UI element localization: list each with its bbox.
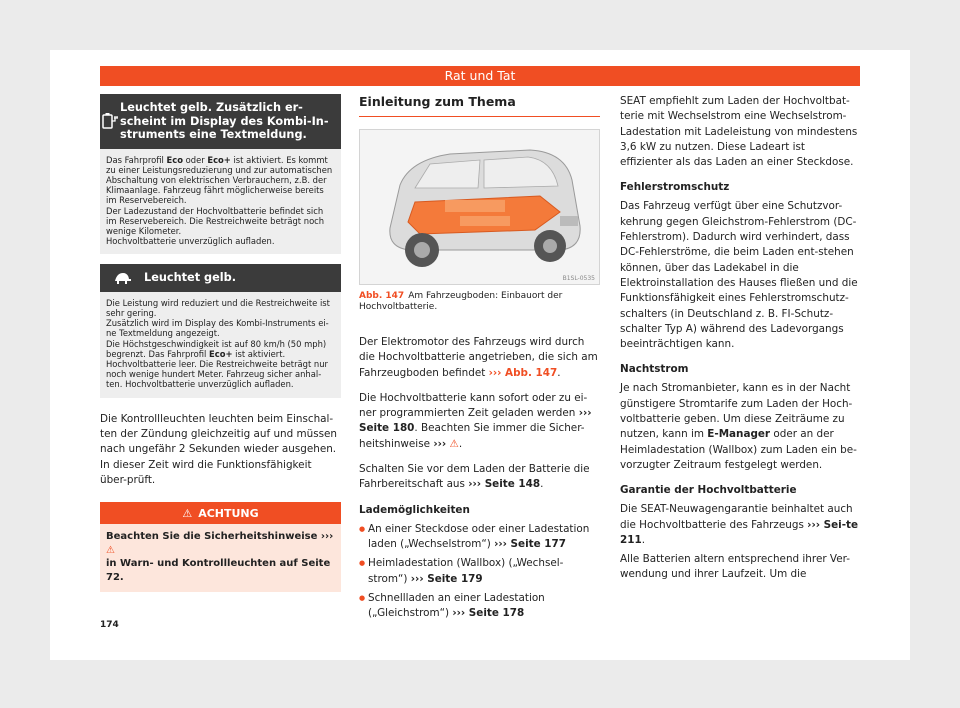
indicator-title: Leuchtet gelb.	[144, 271, 237, 285]
turtle-icon	[100, 271, 144, 285]
section-title: Einleitung zum Thema	[359, 94, 600, 117]
page-link[interactable]: ››› Sei-te 211	[620, 518, 859, 546]
battery-plug-icon	[100, 112, 120, 130]
right-column	[620, 94, 860, 583]
warning-triangle-icon: ⚠	[106, 544, 115, 556]
list-item: ● An einer Steckdose oder einer Ladestation laden („Wechselstrom“) ››› Seite 177	[359, 522, 600, 553]
list-item: ● Schnellladen an einer Ladestation („Gleichstrom“) ››› Seite 178	[359, 591, 600, 622]
body-paragraph: Schalten Sie vor dem Laden der Batterie die Fahrbereitschaft aus ››› Seite 148.	[359, 463, 590, 491]
charging-options-list	[359, 522, 600, 622]
indicator-text: Das Fahrprofil Eco oder Eco+ ist aktiviert. Es kommt zu einer Leistungsreduzierung und zur automatischen Abschaltung von elektrischen Verbrauchern, z.B. der Klimaanlage. Fahrzeug fährt möglicherweise bereits im Reservebereich.	[106, 154, 333, 206]
body-paragraph: Je nach Stromanbieter, kann es in der Nacht günstigere Stromtarife zum Laden der Hoch-voltbatterie geben. Um diese Zeiträume zu nutzen, kann im E-Manager oder an der Heimladestation (Wallbox) zum Laden ein be-vorzugter Zeitraum festgelegt werden.	[620, 382, 857, 471]
warning-triangle-icon: ⚠	[449, 437, 459, 450]
page-link[interactable]: ››› Seite 148	[468, 478, 541, 491]
indicator-text: Hochvoltbatterie leer. Die Restreichweite beträgt nur noch wenige hundert Meter. Fahrzeug sicher anhal-ten. Hochvoltbatterie unverzüglich aufladen.	[106, 359, 328, 390]
body-paragraph: Alle Batterien altern entsprechend ihrer Ver-wendung und ihrer Laufzeit. Um die	[620, 553, 850, 581]
indicator-text: Die Leistung wird reduziert und die Restreichweite ist sehr gering.	[106, 297, 330, 319]
cross-reference-link[interactable]: ›››	[320, 531, 334, 543]
figure-caption: Abb. 147 Am Fahrzeugboden: Einbauort der Hochvoltbatterie.	[359, 291, 563, 312]
body-paragraph: Die Kontrollleuchten leuchten beim Einschal-ten der Zündung gleichzeitig auf und müssen nach ungefähr 2 Sekunden wieder ausgehen. In dieser Zeit wird die Funktionsfähigkeit über-prüft.	[100, 412, 338, 486]
indicator-text: Die Höchstgeschwindigkeit ist auf 80 km/h (50 mph) begrenzt. Das Fahrprofil Eco+ ist aktiviert.	[106, 338, 327, 359]
body-paragraph: SEAT empfiehlt zum Laden der Hochvoltbat-terie mit Wechselstrom eine Wechselstrom-Ladestation mit Ladeleistung von mindestens 3,6 kW zu nutzen. Diese Ladeart ist effizienter als das Laden an einer Steckdose.	[620, 95, 858, 169]
indicator-title: Leuchtet gelb. Zusätzlich er-scheint im Display des Kombi-In-struments eine Textmeldung.	[120, 101, 329, 141]
figure-car-battery	[359, 129, 600, 285]
subheading: Lademöglichkeiten	[359, 503, 470, 516]
body-paragraph: Das Fahrzeug verfügt über eine Schutzvor-kehrung gegen Gleichstrom-Fehlerstrom (DC-Fehlerstrom). Dadurch wird verhindert, dass DC-Fehlerströme, die beim Laden ent-stehen können, über das Ladekabel in die Elektroinstallation des Hauses fließen und die Funktionsfähigkeit eines Fehlerstromschutz-schalters (in Deutschland z. B. FI-Schutz-schalter Typ A) während des Ladevorgangs beeinträchtigen kann.	[620, 200, 858, 351]
indicator-text: Hochvoltbatterie unverzüglich aufladen.	[106, 236, 275, 247]
figure-code: B1SL-0535	[562, 275, 595, 282]
indicator-text: Der Ladezustand der Hochvoltbatterie befindet sich im Reservebereich. Die Restreichweite beträgt noch wenige Kilometer.	[106, 205, 325, 236]
chapter-header: Rat und Tat	[100, 66, 860, 86]
figure-link[interactable]: ››› Abb. 147	[488, 366, 558, 379]
subheading: Nachtstrom	[620, 363, 689, 376]
body-paragraph: Die SEAT-Neuwagengarantie beinhaltet auch die Hochvoltbatterie des Fahrzeugs ››› Sei-te 211.	[620, 503, 859, 546]
page-link[interactable]: ››› Seite 179	[410, 572, 483, 585]
indicator-box-battery	[100, 94, 341, 254]
cross-reference-link[interactable]: ›››	[433, 437, 447, 450]
warning-triangle-icon: ⚠	[182, 506, 193, 520]
body-paragraph: Der Elektromotor des Fahrzeugs wird durch die Hochvoltbatterie angetrieben, die sich am Fahrzeugboden befindet ››› Abb. 147.	[359, 336, 598, 379]
page-link[interactable]: ››› Seite 177	[494, 537, 566, 550]
page-link[interactable]: ››› Seite 178	[452, 607, 525, 620]
body-paragraph: Die Hochvoltbatterie kann sofort oder zu ei-ner programmierten Zeit geladen werden ››› Seite 180. Beachten Sie immer die Sicher-heitshinweise ››› ⚠.	[359, 391, 592, 450]
indicator-box-turtle	[100, 264, 341, 397]
subheading: Garantie der Hochvoltbatterie	[620, 484, 797, 497]
middle-column	[359, 94, 600, 625]
list-item: ● Heimladestation (Wallbox) („Wechsel-strom“) ››› Seite 179	[359, 556, 600, 587]
left-column	[100, 94, 341, 592]
warning-box: ⚠ ACHTUNG Beachten Sie die Sicherheitshinweise ››› ⚠ in Warn- und Kontrollleuchten auf Seite 72.	[100, 502, 341, 592]
subheading: Fehlerstromschutz	[620, 181, 730, 194]
page-link[interactable]: ››› Seite 180	[359, 407, 592, 435]
page-number: 174	[100, 620, 119, 630]
indicator-text: Zusätzlich wird im Display des Kombi-Instruments ei-ne Textmeldung angezeigt.	[106, 318, 329, 339]
warning-label: ACHTUNG	[198, 506, 259, 520]
car-illustration	[360, 130, 599, 282]
